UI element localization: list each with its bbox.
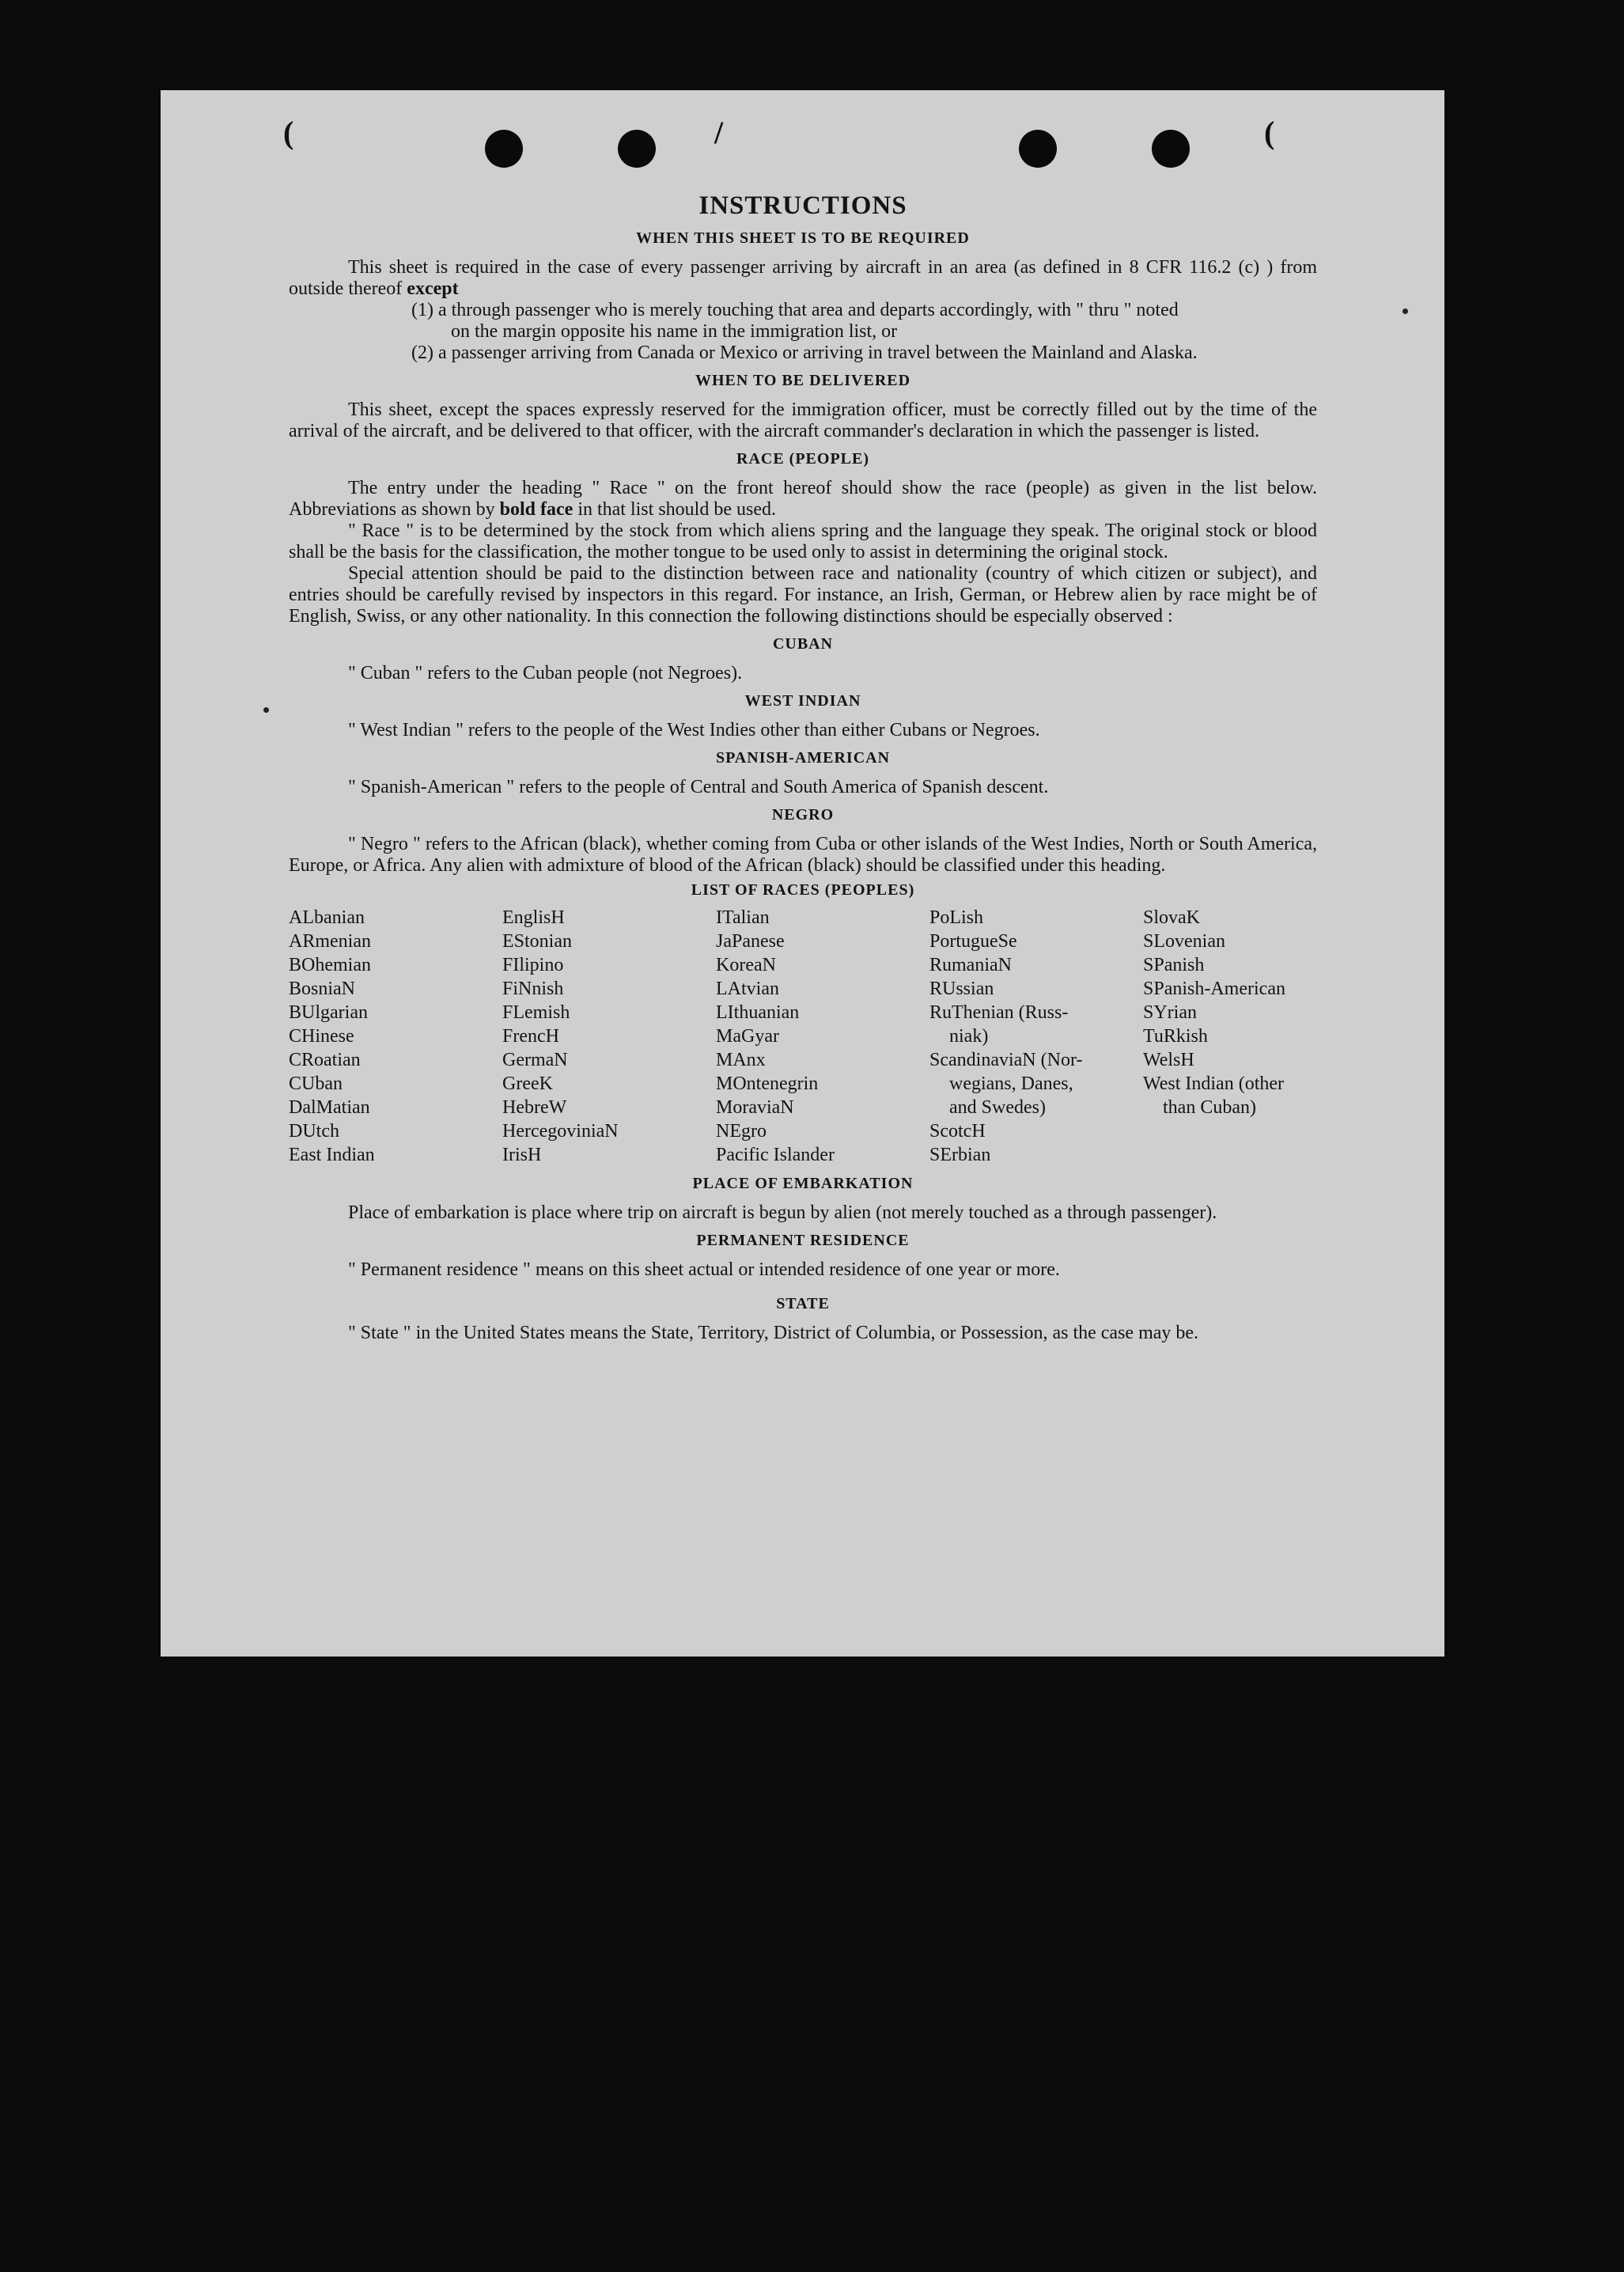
heading-list-of-races: LIST OF RACES (PEOPLES) — [691, 881, 915, 899]
races-column-5 — [1143, 906, 1317, 1167]
required-item-1-cont: on the margin opposite his name in the immigration list, or — [451, 321, 898, 342]
race-item: IrisH — [502, 1145, 542, 1165]
delivered-text: This sheet, except the spaces expressly reserved for the immigration officer, must be correctly filled out by the time of the arrival of the aircraft, and be delivered to that officer, with the aircraft commander's declaration in which the passenger is listed. — [289, 399, 1317, 441]
race-item: GreeK — [502, 1074, 553, 1094]
required-item-2: (2) a passenger arriving from Canada or Mexico or arriving in travel between the Mainland and Alaska. — [411, 343, 1198, 363]
race-p3: Special attention should be paid to the distinction between race and nationality (country of which citizen or subject), and entries should be carefully revised by inspectors in this regard. For instance, an Irish, German, or Hebrew alien by race might be of English, Swiss, or any other nationality. In this connection the following distinctions should be especially observed : — [289, 563, 1317, 627]
race-item: West Indian (other — [1143, 1074, 1285, 1094]
race-item: EStonian — [502, 931, 572, 952]
race-item: Pacific Islander — [716, 1145, 835, 1165]
race-item: LIthuanian — [716, 1002, 800, 1023]
race-item: FiNnish — [502, 979, 564, 999]
race-item: SPanish — [1143, 955, 1205, 975]
race-item: SErbian — [929, 1145, 991, 1165]
race-item-cont: and Swedes) — [949, 1097, 1046, 1118]
punch-hole-3 — [1019, 130, 1057, 168]
race-item: BUlgarian — [289, 1002, 368, 1023]
race-item: PortugueSe — [929, 931, 1017, 952]
race-item: FrencH — [502, 1026, 559, 1047]
race-p2: " Race " is to be determined by the stock from which aliens spring and the language they speak. The original stock or blood shall be the basis for the classification, the mother tongue to be used only to assist in determining the original stock. — [289, 521, 1317, 562]
race-item: BosniaN — [289, 979, 355, 999]
punch-hole-2 — [618, 130, 656, 168]
race-p1: The entry under the heading " Race " on the front hereof should show the race (people) as given in the list below. Abbreviations as shown by bold face in that list should be used. — [289, 478, 1317, 520]
race-item: PoLish — [929, 907, 984, 928]
race-item: MoraviaN — [716, 1097, 794, 1118]
race-item: EnglisH — [502, 907, 565, 928]
race-item: ALbanian — [289, 907, 365, 928]
race-item: HebreW — [502, 1097, 567, 1118]
race-item: RUssian — [929, 979, 994, 999]
bold-face-text: bold face — [499, 499, 574, 520]
speck — [263, 707, 269, 713]
race-item: RumaniaN — [929, 955, 1012, 975]
binding-mark-mid: / — [714, 115, 724, 150]
races-column-2 — [502, 906, 716, 1167]
heading-permanent-residence: PERMANENT RESIDENCE — [696, 1232, 910, 1249]
race-item: RuThenian (Russ- — [929, 1002, 1069, 1023]
race-item: ScotcH — [929, 1121, 986, 1142]
race-item: FLemish — [502, 1002, 570, 1023]
race-item: East Indian — [289, 1145, 375, 1165]
race-item: SPanish-American — [1143, 979, 1285, 999]
document-page — [161, 90, 1444, 1657]
instructions-text — [289, 190, 1317, 1344]
race-item: SlovaK — [1143, 907, 1200, 928]
race-item: KoreaN — [716, 955, 776, 975]
races-column-4 — [929, 906, 1143, 1167]
race-item: MOntenegrin — [716, 1074, 819, 1094]
race-item: HercegoviniaN — [502, 1121, 619, 1142]
race-item: SLovenian — [1143, 931, 1225, 952]
negro-text: " Negro " refers to the African (black), whether coming from Cuba or other islands of the West Indies, North or South America, Europe, or Africa. Any alien with admixture of blood of the African (black) should be classified under this heading. — [289, 834, 1317, 876]
speck — [1403, 309, 1408, 314]
heading-spanish-american: SPANISH-AMERICAN — [715, 749, 891, 767]
race-item-cont: than Cuban) — [1163, 1097, 1256, 1118]
heading-embarkation: PLACE OF EMBARKATION — [692, 1175, 914, 1192]
race-item-cont: niak) — [949, 1026, 989, 1047]
except-bold: except — [407, 278, 459, 299]
permanent-residence-text: " Permanent residence " means on this sheet actual or intended residence of one year or more. — [348, 1259, 1060, 1280]
race-item: TuRkish — [1143, 1026, 1208, 1047]
race-item: SYrian — [1143, 1002, 1197, 1023]
west-indian-text: " West Indian " refers to the people of the West Indies other than either Cubans or Negroes. — [348, 720, 1040, 740]
race-item: GermaN — [502, 1050, 568, 1070]
page-title: INSTRUCTIONS — [698, 191, 907, 220]
heading-delivered: WHEN TO BE DELIVERED — [695, 372, 911, 389]
race-item: BOhemian — [289, 955, 371, 975]
races-list — [289, 906, 1317, 1167]
heading-cuban: CUBAN — [772, 635, 834, 653]
race-item: CUban — [289, 1074, 343, 1094]
race-item: CRoatian — [289, 1050, 361, 1070]
race-item: ARmenian — [289, 931, 371, 952]
race-item: NEgro — [716, 1121, 767, 1142]
race-item: DalMatian — [289, 1097, 370, 1118]
race-item: WelsH — [1143, 1050, 1194, 1070]
races-column-3 — [716, 906, 929, 1167]
race-item: MaGyar — [716, 1026, 779, 1047]
race-item: FIlipino — [502, 955, 564, 975]
punch-hole-1 — [485, 130, 523, 168]
binding-mark-left: ( — [283, 115, 294, 150]
embarkation-text: Place of embarkation is place where trip on aircraft is begun by alien (not merely touched as a through passenger). — [348, 1202, 1217, 1223]
race-item: LAtvian — [716, 979, 779, 999]
heading-race: RACE (PEOPLE) — [736, 450, 869, 468]
punch-hole-4 — [1152, 130, 1190, 168]
race-item: ITalian — [716, 907, 770, 928]
heading-required: WHEN THIS SHEET IS TO BE REQUIRED — [636, 229, 970, 247]
heading-negro: NEGRO — [771, 806, 835, 824]
race-item: ScandinaviaN (Nor- — [929, 1050, 1083, 1070]
spanish-american-text: " Spanish-American " refers to the people of Central and South America of Spanish descent. — [348, 777, 1049, 797]
race-item: MAnx — [716, 1050, 766, 1070]
race-item: DUtch — [289, 1121, 339, 1142]
heading-west-indian: WEST INDIAN — [744, 692, 861, 710]
races-column-1 — [289, 906, 502, 1167]
race-item: JaPanese — [716, 931, 785, 952]
required-item-1: (1) a through passenger who is merely touching that area and departs accordingly, with " thru " noted — [411, 300, 1179, 320]
heading-state: STATE — [776, 1295, 830, 1312]
race-item-cont: wegians, Danes, — [949, 1074, 1073, 1094]
binding-mark-right: ( — [1264, 115, 1275, 150]
cuban-text: " Cuban " refers to the Cuban people (not Negroes). — [348, 663, 743, 683]
required-intro: This sheet is required in the case of every passenger arriving by aircraft in an area (as defined in 8 CFR 116.2 (c) ) from outside thereof except — [289, 257, 1317, 299]
state-text: " State " in the United States means the State, Territory, District of Columbia, or Possession, as the case may be. — [348, 1323, 1199, 1343]
race-item: CHinese — [289, 1026, 354, 1047]
